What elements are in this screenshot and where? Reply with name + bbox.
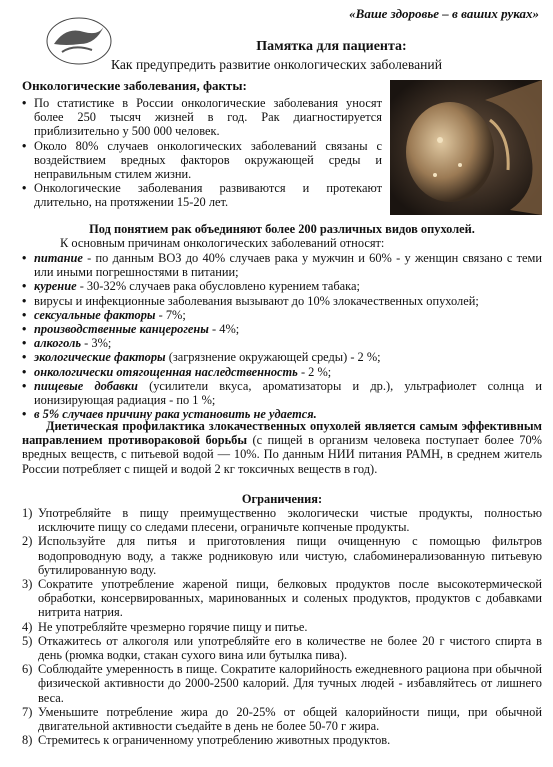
list-item: • По статистике в России онкологические заболевания уносят более 250 тысяч жизней в год. Рак диагностируется приблизительно у 500 000 человек. <box>22 96 382 139</box>
list-item: 8) Стремитесь к ограниченному употреблению животных продуктов. <box>22 733 391 748</box>
list-item: • вирусы и инфекционные заболевания вызывают до 10% злокачественных опухолей; <box>22 293 479 308</box>
list-item: 2) Используйте для питья и приготовления пищи очищенную с помощью фильтров водопроводную воду, а также родниковую или чистую, слабоминерализованную питьевую бутилированную воду. <box>22 534 542 577</box>
slogan: «Ваше здоровье – в ваших руках» <box>349 6 539 21</box>
list-item: • экологические факторы (загрязнение окружающей среды) - 2 %; <box>22 350 381 365</box>
list-item: 4) Не употребляйте чрезмерно горячие пищу и питье. <box>22 619 308 634</box>
list-item: 5) Откажитесь от алкоголя или употребляйте его в количестве не более 20 г чистого спирта в день (рюмка водки, стакан сухого вина или бутылка пива). <box>22 633 542 663</box>
list-item: • производственные канцерогены - 4%; <box>22 322 240 337</box>
list-item: 3) Сократите употребление жареной пищи, белковых продуктов после высокотермической обработки, консервированных, маринованных и соленых продуктов, продуктов с добавками нитрита натрия. <box>22 577 542 620</box>
facts-list <box>22 96 382 210</box>
causes-intro: К основным причинам онкологических заболеваний относят: <box>60 236 385 250</box>
list-item: • в 5% случаев причину рака установить не удается. <box>22 407 317 422</box>
page-title: Памятка для пациента: <box>256 39 407 54</box>
list-item: 6) Соблюдайте умеренность в пище. Сократите калорийность ежедневного рациона при обычной физической активности до 2000-2500 калорий. Для тучных людей - избавляйтесь от лишнего веса. <box>22 662 542 705</box>
list-item: • питание - по данным ВОЗ до 40% случаев рака у мужчин и 60% - у женщин связано с теми или иными погрешностями в питании; <box>22 251 542 280</box>
list-item: • алкоголь - 3%; <box>22 336 112 351</box>
limits-heading: Ограничения: <box>241 492 323 506</box>
facts-heading: Онкологические заболевания, факты: <box>22 78 247 93</box>
limits-list <box>22 506 542 747</box>
list-item: • курение - 30-32% случаев рака обусловлено курением табака; <box>22 279 360 294</box>
page-subtitle: Как предупредить развитие онкологических заболеваний <box>111 57 442 72</box>
list-item: • Онкологические заболевания развиваются и протекают длительно, на протяжении 15-20 лет. <box>22 181 382 210</box>
diet-paragraph: Диетическая профилактика злокачественных опухолей является самым эффективным направлением противораковой борьбы (с пищей в организм человека поступает более 70% вредных веществ, с питьевой водой — 10%. По данным НИИ питания РАМН, в среднем житель России потребляет с пищей и водой 2 кг токсичных веществ в год). <box>22 419 543 476</box>
list-item: • Около 80% случаев онкологических заболеваний связаны с воздействием вредных факторов окружающей среды и неправильным стилем жизни. <box>22 138 382 182</box>
list-item: • онкологически отягощенная наследственность - 2 %; <box>22 364 332 379</box>
list-item: • сексуальные факторы - 7%; <box>22 307 186 322</box>
causes-heading: Под понятием рак объединяют более 200 различных видов опухолей. <box>89 222 475 236</box>
cancer-cell-photo <box>390 80 542 215</box>
list-item: 7) Уменьшите потребление жира до 20-25% от общей калорийности пищи, при обычной двигательной активности съедайте в день не более 50-70 г жира. <box>22 704 542 734</box>
list-item: 1) Употребляйте в пищу преимущественно экологически чистые продукты, полностью исключите пищу со следами плесени, ограничьте копченые продукты. <box>22 506 542 535</box>
list-item: • пищевые добавки (усилители вкуса, ароматизаторы и др.), ультрафиолет солнца и ионизирующая радиация - по 1 %; <box>22 378 542 408</box>
causes-list <box>22 251 542 421</box>
